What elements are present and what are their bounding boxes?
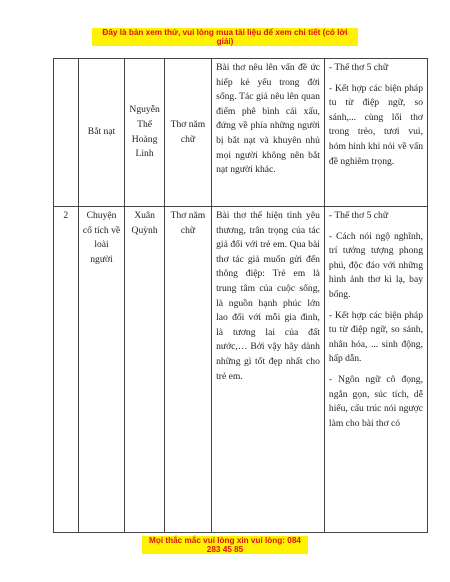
form-cell: Thơ năm chữ [164, 59, 211, 207]
art-item: - Kết hợp các biện pháp tu từ điệp ngữ, so sánh,... cùng lối thơ trong trẻo, tươi vui, hóm hỉnh khi nói về vấn đề nghiêm trọng. [328, 82, 423, 167]
preview-notice-banner: Đây là bản xem thử, vui lòng mua tài liệu để xem chi tiết (có lời giải) [92, 28, 358, 46]
row-number-cell: 2 [54, 207, 79, 533]
art-item: - Thể thơ 5 chữ [328, 62, 389, 73]
title-cell: Chuyện cổ tích về loài người [78, 207, 125, 533]
form-cell: Thơ năm chữ [164, 207, 211, 533]
art-item: - Cách nói ngộ nghĩnh, trí tưởng tượng phong phú, độc đáo với những hình ảnh thơ kì lạ, bay bổng. [328, 230, 423, 300]
literature-summary-table [53, 58, 428, 533]
art-cell [324, 59, 427, 207]
row-number-cell [54, 59, 79, 207]
table-row [54, 207, 428, 533]
title-cell: Bắt nạt [78, 59, 125, 207]
content-cell: Bài thơ thể hiện tình yêu thương, trân trọng của tác giả đối với trẻ em. Qua bài thơ tác giả muốn gửi đến thông điệp: Trẻ em là trung tâm của cuộc sống, là nguồn hạnh phúc lớn lao đối với mỗi gia đình, là tương lai của đất nước,… Bởi vậy hãy dành những gì tốt đẹp nhất cho trẻ em. [212, 207, 325, 533]
art-item: - Thể thơ 5 chữ [328, 210, 389, 221]
art-item: - Ngôn ngữ cô đọng, ngắn gọn, súc tích, dễ hiểu, cấu trúc nói ngược làm cho bài thơ có [328, 373, 423, 429]
author-cell: Xuân Quỳnh [125, 207, 164, 533]
contact-notice-banner: Mọi thắc mắc vui lòng xin vui lòng: 084 283 45 85 [142, 536, 308, 554]
table-row [54, 59, 428, 207]
art-cell [324, 207, 427, 533]
author-cell: Nguyễn Thế Hoàng Linh [125, 59, 164, 207]
content-cell: Bài thơ nêu lên vấn đề ức hiếp kẻ yếu trong đời sống. Tác giả nêu lên quan điểm phê bình cái xấu, đứng về phía những người bị bắt nạt và khuyên nhủ mọi người không nên bắt nạt người khác. [212, 59, 325, 207]
art-item: - Kết hợp các biện pháp tu từ điệp ngữ, so sánh, nhân hóa, ... sinh động, hấp dẫn. [328, 309, 423, 365]
